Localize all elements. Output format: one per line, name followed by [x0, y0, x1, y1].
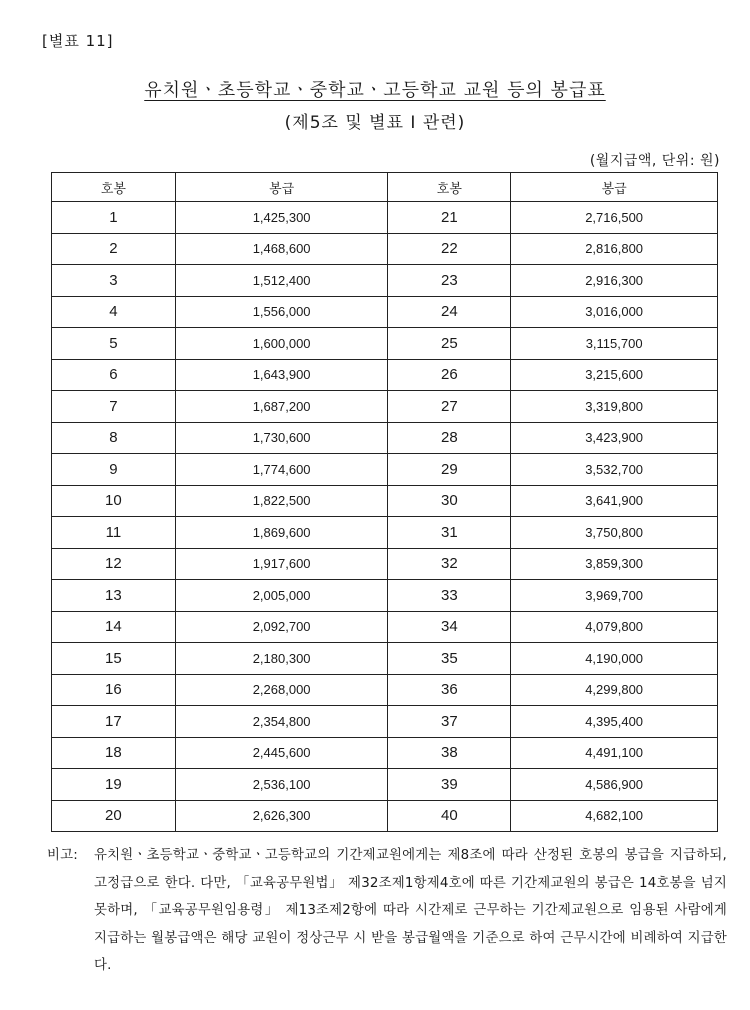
table-row	[52, 800, 718, 832]
salary-cell: 1,468,600	[175, 233, 388, 265]
salary-cell: 4,682,100	[511, 800, 718, 832]
salary-cell: 1,600,000	[175, 328, 388, 360]
salary-cell: 3,319,800	[511, 391, 718, 423]
step-cell: 33	[388, 580, 511, 612]
step-cell: 31	[388, 517, 511, 549]
step-cell: 38	[388, 737, 511, 769]
salary-cell: 2,916,300	[511, 265, 718, 297]
remarks-text: 유치원ㆍ초등학교ㆍ중학교ㆍ고등학교의 기간제교원에게는 제8조에 따라 산정된 호봉의 봉급을 지급하되, 고정급으로 한다. 다만, 「교육공무원법」 제32조제1항제4호에 따른 기간제교원의 봉급은 14호봉을 넘지 못하며, 「교육공무원임용령」 제13조제2항에 따라 시간제로 근무하는 기간제교원으로 임용된 사람에게 지급하는 월봉급액은 해당 교원이 정상근무 시 받을 봉급월액을 기준으로 하여 근무시간에 비례하여 지급한다.	[94, 848, 727, 973]
step-cell: 6	[52, 359, 176, 391]
salary-cell: 1,730,600	[175, 422, 388, 454]
salary-cell: 2,005,000	[175, 580, 388, 612]
step-cell: 24	[388, 296, 511, 328]
step-cell: 4	[52, 296, 176, 328]
salary-cell: 3,750,800	[511, 517, 718, 549]
salary-table	[51, 172, 718, 832]
step-cell: 22	[388, 233, 511, 265]
step-cell: 29	[388, 454, 511, 486]
step-cell: 5	[52, 328, 176, 360]
step-cell: 16	[52, 674, 176, 706]
salary-table-body	[52, 202, 718, 832]
table-row	[52, 265, 718, 297]
table-row	[52, 517, 718, 549]
salary-cell: 3,215,600	[511, 359, 718, 391]
column-header-step: 호봉	[388, 173, 511, 202]
salary-cell: 3,016,000	[511, 296, 718, 328]
salary-cell: 1,822,500	[175, 485, 388, 517]
table-row	[52, 769, 718, 801]
salary-cell: 1,643,900	[175, 359, 388, 391]
unit-note: (월지급액, 단위: 원)	[589, 153, 720, 169]
step-cell: 13	[52, 580, 176, 612]
step-cell: 14	[52, 611, 176, 643]
salary-cell: 3,969,700	[511, 580, 718, 612]
salary-cell: 3,859,300	[511, 548, 718, 580]
step-cell: 20	[52, 800, 176, 832]
step-cell: 32	[388, 548, 511, 580]
salary-cell: 2,092,700	[175, 611, 388, 643]
column-header-salary: 봉급	[511, 173, 718, 202]
step-cell: 21	[388, 202, 511, 234]
appendix-label: [별표 11]	[42, 32, 114, 50]
step-cell: 17	[52, 706, 176, 738]
remarks-section	[47, 842, 727, 980]
salary-cell: 1,425,300	[175, 202, 388, 234]
step-cell: 28	[388, 422, 511, 454]
salary-cell: 3,532,700	[511, 454, 718, 486]
salary-cell: 2,180,300	[175, 643, 388, 675]
salary-cell: 4,299,800	[511, 674, 718, 706]
table-row	[52, 328, 718, 360]
step-cell: 15	[52, 643, 176, 675]
table-row	[52, 611, 718, 643]
table-row	[52, 296, 718, 328]
document-subtitle: (제5조 및 별표 Ⅰ 관련)	[284, 113, 466, 133]
step-cell: 25	[388, 328, 511, 360]
salary-cell: 1,556,000	[175, 296, 388, 328]
salary-cell: 2,445,600	[175, 737, 388, 769]
step-cell: 30	[388, 485, 511, 517]
table-row	[52, 580, 718, 612]
title-text: 유치원ㆍ초등학교ㆍ중학교ㆍ고등학교 교원 등의 봉급표	[144, 80, 606, 101]
document-title	[0, 76, 750, 102]
table-row	[52, 422, 718, 454]
salary-cell: 2,626,300	[175, 800, 388, 832]
salary-cell: 4,395,400	[511, 706, 718, 738]
table-row	[52, 706, 718, 738]
salary-cell: 1,869,600	[175, 517, 388, 549]
step-cell: 8	[52, 422, 176, 454]
salary-cell: 4,586,900	[511, 769, 718, 801]
table-row	[52, 391, 718, 423]
table-row	[52, 202, 718, 234]
step-cell: 35	[388, 643, 511, 675]
step-cell: 26	[388, 359, 511, 391]
salary-cell: 4,079,800	[511, 611, 718, 643]
salary-cell: 4,491,100	[511, 737, 718, 769]
step-cell: 39	[388, 769, 511, 801]
step-cell: 7	[52, 391, 176, 423]
step-cell: 10	[52, 485, 176, 517]
step-cell: 18	[52, 737, 176, 769]
table-row	[52, 737, 718, 769]
table-header-row	[52, 173, 718, 202]
salary-cell: 4,190,000	[511, 643, 718, 675]
salary-cell: 2,816,800	[511, 233, 718, 265]
table-row	[52, 454, 718, 486]
table-row	[52, 359, 718, 391]
salary-cell: 3,423,900	[511, 422, 718, 454]
step-cell: 3	[52, 265, 176, 297]
salary-cell: 1,774,600	[175, 454, 388, 486]
step-cell: 34	[388, 611, 511, 643]
salary-cell: 3,641,900	[511, 485, 718, 517]
column-header-salary: 봉급	[175, 173, 388, 202]
salary-cell: 2,354,800	[175, 706, 388, 738]
salary-cell: 2,716,500	[511, 202, 718, 234]
table-row	[52, 485, 718, 517]
step-cell: 19	[52, 769, 176, 801]
step-cell: 37	[388, 706, 511, 738]
step-cell: 23	[388, 265, 511, 297]
salary-cell: 3,115,700	[511, 328, 718, 360]
table-row	[52, 674, 718, 706]
step-cell: 9	[52, 454, 176, 486]
salary-cell: 1,917,600	[175, 548, 388, 580]
salary-cell: 1,687,200	[175, 391, 388, 423]
step-cell: 1	[52, 202, 176, 234]
salary-cell: 2,536,100	[175, 769, 388, 801]
step-cell: 11	[52, 517, 176, 549]
table-row	[52, 643, 718, 675]
salary-cell: 2,268,000	[175, 674, 388, 706]
table-row	[52, 233, 718, 265]
step-cell: 27	[388, 391, 511, 423]
salary-cell: 1,512,400	[175, 265, 388, 297]
remarks-label: 비고:	[47, 848, 78, 863]
step-cell: 12	[52, 548, 176, 580]
step-cell: 36	[388, 674, 511, 706]
table-row	[52, 548, 718, 580]
step-cell: 40	[388, 800, 511, 832]
step-cell: 2	[52, 233, 176, 265]
column-header-step: 호봉	[52, 173, 176, 202]
